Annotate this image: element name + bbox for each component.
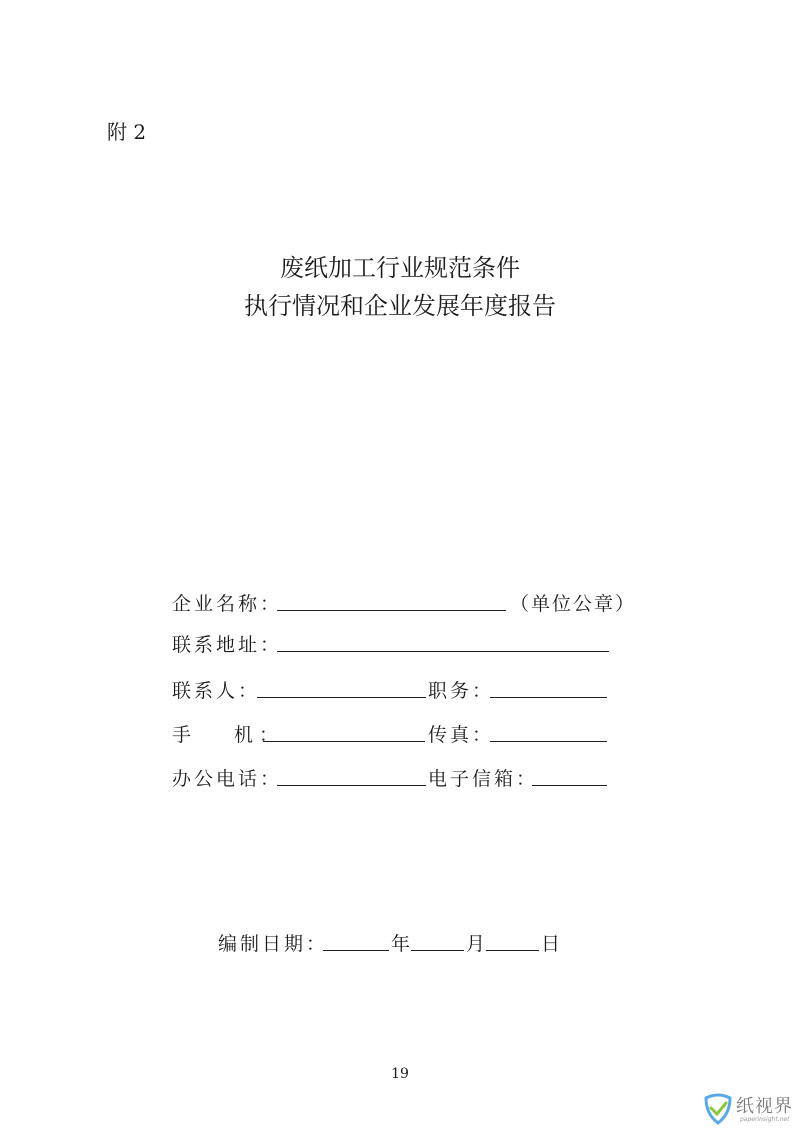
- contact-label: 联系人：: [172, 680, 261, 702]
- address-field[interactable]: [277, 651, 609, 652]
- day-label: 日: [541, 933, 564, 955]
- page-number: 19: [391, 1066, 409, 1082]
- date-label: 编制日期：: [218, 933, 329, 955]
- email-label: 电子信箱：: [428, 768, 539, 790]
- company-name-label: 企业名称：: [172, 593, 283, 615]
- page-title-line2: 执行情况和企业发展年度报告: [244, 292, 556, 320]
- fax-label: 传真：: [428, 724, 495, 746]
- position-field[interactable]: [490, 697, 607, 698]
- watermark-logo: [700, 1090, 800, 1131]
- check-shield-icon: [702, 1092, 734, 1126]
- month-label: 月: [466, 933, 489, 955]
- company-name-field[interactable]: [277, 610, 506, 611]
- phone-label: 办公电话：: [172, 768, 283, 790]
- email-field[interactable]: [532, 785, 607, 786]
- day-field[interactable]: [486, 950, 539, 951]
- fax-field[interactable]: [490, 741, 607, 742]
- phone-field[interactable]: [277, 785, 426, 786]
- page-title-line1: 废纸加工行业规范条件: [280, 254, 520, 282]
- attachment-label: 附 2: [107, 120, 147, 144]
- mobile-field[interactable]: [263, 741, 425, 742]
- mobile-label: 手 机：: [172, 724, 285, 746]
- month-field[interactable]: [411, 950, 464, 951]
- watermark-url: paperinsight.net: [740, 1116, 790, 1123]
- watermark-name: 纸视界: [736, 1096, 793, 1117]
- position-label: 职务：: [428, 680, 495, 702]
- contact-field[interactable]: [257, 697, 426, 698]
- address-label: 联系地址：: [172, 634, 283, 656]
- seal-label: （单位公章）: [510, 593, 637, 615]
- year-label: 年: [391, 933, 414, 955]
- year-field[interactable]: [323, 950, 389, 951]
